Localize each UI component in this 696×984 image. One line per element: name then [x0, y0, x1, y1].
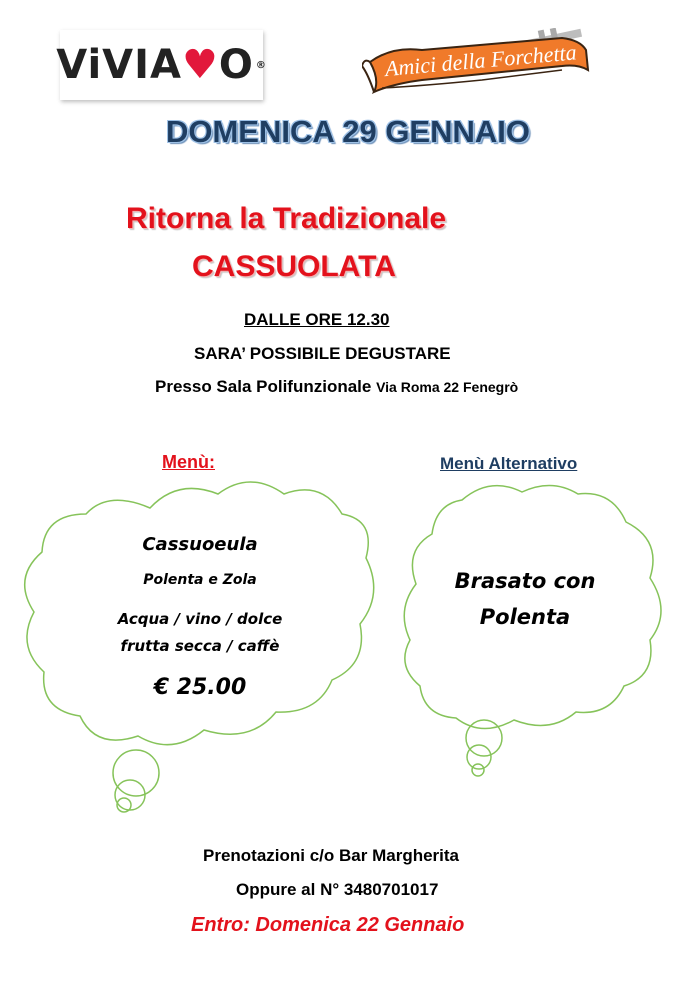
headline-line-1: Ritorna la Tradizionale [126, 202, 447, 235]
booking-deadline: Entro: Domenica 22 Gennaio [191, 914, 465, 936]
event-time: DALLE ORE 12.30 [244, 310, 390, 329]
booking-bar: Prenotazioni c/o Bar Margherita [203, 846, 459, 865]
event-date-title: DOMENICA 29 GENNAIO [165, 114, 530, 149]
venue-name: Presso Sala Polifunzionale [155, 377, 372, 396]
headline-line-2: CASSUOLATA [192, 250, 396, 283]
viviamo-logo: ViVIA ♥ O ® [60, 30, 263, 100]
venue-address: Via Roma 22 Fenegrò [376, 379, 519, 395]
booking-phone: Oppure al N° 3480701017 [236, 880, 439, 899]
heart-icon: ♥ [181, 42, 219, 88]
alt-menu-item-1: Brasato con [454, 569, 596, 593]
amici-della-forchetta-logo: Amici della Forchetta [362, 28, 594, 100]
menu-item-4: frutta secca / caffè [120, 637, 280, 655]
tasting-note: SARA’ POSSIBILE DEGUSTARE [194, 344, 451, 363]
alt-menu-heading: Menù Alternativo [440, 454, 578, 473]
menu-item-1: Cassuoeula [142, 534, 258, 555]
menu-price: € 25.00 [153, 675, 247, 700]
menu-heading: Menù: [162, 452, 215, 472]
alt-menu-item-2: Polenta [479, 605, 571, 629]
menu-item-3: Acqua / vino / dolce [117, 610, 283, 628]
menu-item-2: Polenta e Zola [143, 572, 257, 588]
